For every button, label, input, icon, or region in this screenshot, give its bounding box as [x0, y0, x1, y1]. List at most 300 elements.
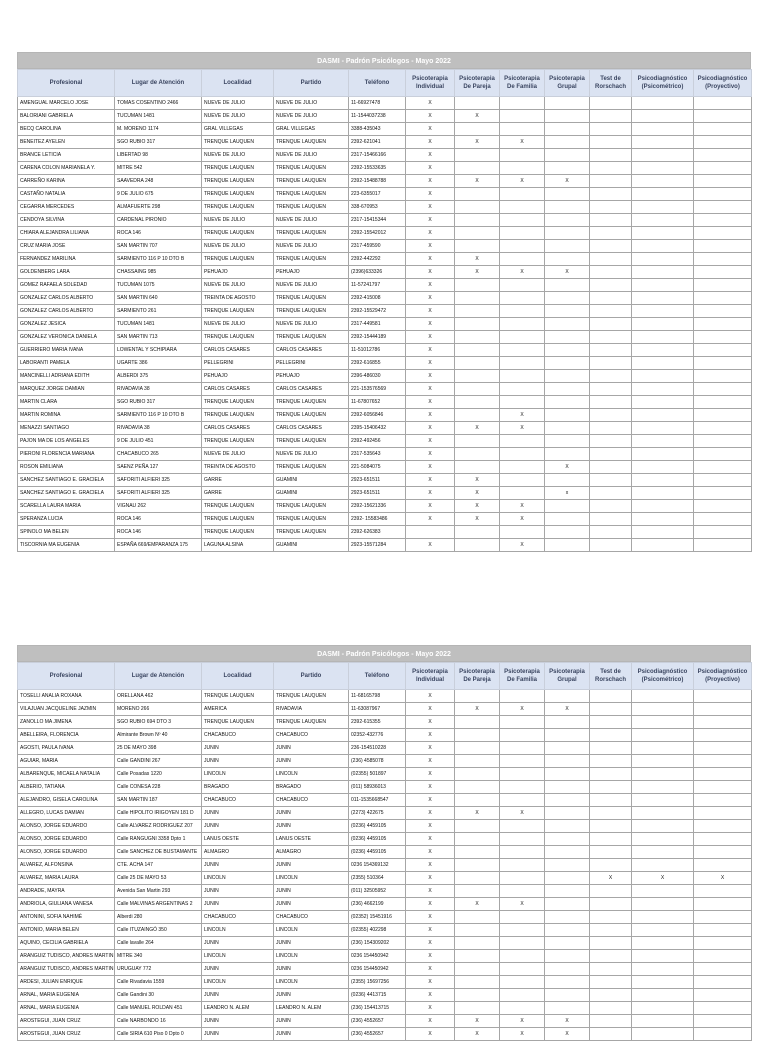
service-mark-cell: X — [455, 110, 500, 123]
column-header-profesional: Profesional — [18, 663, 115, 690]
service-mark-cell: X — [406, 188, 455, 201]
service-mark-cell — [545, 162, 590, 175]
service-mark-cell — [590, 807, 632, 820]
service-mark-cell — [694, 357, 752, 370]
cell-telefono: (236) 4585078 — [349, 755, 406, 768]
service-mark-cell: X — [455, 500, 500, 513]
service-mark-cell: X — [406, 500, 455, 513]
service-mark-cell — [590, 781, 632, 794]
cell-partido: TRENQUE LAUQUEN — [274, 188, 349, 201]
service-mark-cell — [545, 370, 590, 383]
service-mark-cell — [455, 742, 500, 755]
cell-partido: BRAGADO — [274, 781, 349, 794]
service-mark-cell — [590, 976, 632, 989]
service-mark-cell — [632, 136, 694, 149]
service-mark-cell — [455, 729, 500, 742]
service-mark-cell — [455, 123, 500, 136]
cell-telefono: 223-6355017 — [349, 188, 406, 201]
service-mark-cell: X — [632, 872, 694, 885]
service-mark-cell — [590, 690, 632, 703]
cell-lugar-de-atencion: SAN MARTIN 707 — [115, 240, 202, 253]
cell-profesional: ANDRIOLA, GIULIANA VANESA — [18, 898, 115, 911]
service-mark-cell — [632, 188, 694, 201]
service-mark-cell — [500, 768, 545, 781]
cell-profesional: SANCHEZ SANTIAGO E. GRACIELA — [18, 487, 115, 500]
service-mark-cell — [545, 318, 590, 331]
service-mark-cell — [590, 435, 632, 448]
service-mark-cell — [500, 201, 545, 214]
cell-telefono: 2923-15571284 — [349, 539, 406, 552]
cell-profesional: ALBERIO, TATIANA — [18, 781, 115, 794]
service-mark-cell: X — [455, 513, 500, 526]
cell-localidad: TRENQUE LAUQUEN — [202, 188, 274, 201]
service-mark-cell — [455, 357, 500, 370]
cell-partido: LANUS OESTE — [274, 833, 349, 846]
service-mark-cell — [694, 487, 752, 500]
cell-localidad: JUNIN — [202, 742, 274, 755]
service-mark-cell — [694, 989, 752, 1002]
cell-localidad: TREINTA DE AGOSTO — [202, 461, 274, 474]
service-mark-cell — [632, 162, 694, 175]
service-mark-cell — [694, 136, 752, 149]
cell-telefono: (2396)633326 — [349, 266, 406, 279]
cell-profesional: GONZALEZ JESICA — [18, 318, 115, 331]
service-mark-cell — [590, 292, 632, 305]
service-mark-cell — [632, 781, 694, 794]
service-mark-cell — [590, 513, 632, 526]
service-mark-cell: X — [500, 136, 545, 149]
cell-lugar-de-atencion: SAN MARTIN 713 — [115, 331, 202, 344]
service-mark-cell: X — [406, 97, 455, 110]
service-mark-cell — [590, 989, 632, 1002]
service-mark-cell — [694, 898, 752, 911]
cell-localidad: AMERICA — [202, 703, 274, 716]
service-mark-cell — [455, 859, 500, 872]
cell-localidad: CARLOS CASARES — [202, 344, 274, 357]
cell-telefono: 11-66927478 — [349, 97, 406, 110]
service-mark-cell — [545, 807, 590, 820]
service-mark-cell — [632, 963, 694, 976]
cell-partido: LINCOLN — [274, 924, 349, 937]
cell-profesional: GONZALEZ CARLOS ALBERTO — [18, 292, 115, 305]
column-header-psicoterapia-de-pareja: Psicoterapia De Pareja — [455, 70, 500, 97]
cell-partido: NUEVE DE JULIO — [274, 279, 349, 292]
service-mark-cell: X — [455, 266, 500, 279]
service-mark-cell — [590, 846, 632, 859]
cell-telefono: 2317-15466166 — [349, 149, 406, 162]
service-mark-cell: X — [406, 123, 455, 136]
cell-localidad: JUNIN — [202, 807, 274, 820]
service-mark-cell — [632, 97, 694, 110]
cell-localidad: CHACABUCO — [202, 794, 274, 807]
service-mark-cell: X — [406, 807, 455, 820]
cell-telefono: 11-51012786 — [349, 344, 406, 357]
service-mark-cell — [694, 807, 752, 820]
service-mark-cell: X — [406, 513, 455, 526]
service-mark-cell — [632, 911, 694, 924]
service-mark-cell — [694, 833, 752, 846]
cell-lugar-de-atencion: Calle CONESA 228 — [115, 781, 202, 794]
table-row — [18, 716, 752, 729]
service-mark-cell: X — [406, 487, 455, 500]
service-mark-cell — [500, 435, 545, 448]
cell-profesional: MARTIN ROMINA — [18, 409, 115, 422]
service-mark-cell: X — [545, 1015, 590, 1028]
cell-lugar-de-atencion: SARMIENTO 116 P 10 DTO B — [115, 409, 202, 422]
table-row — [18, 123, 752, 136]
cell-partido: JUNIN — [274, 1015, 349, 1028]
cell-partido: PEHUAJO — [274, 370, 349, 383]
service-mark-cell — [694, 846, 752, 859]
service-mark-cell: X — [406, 911, 455, 924]
cell-lugar-de-atencion: SAAVEDRA 248 — [115, 175, 202, 188]
column-header-telefono: Teléfono — [349, 70, 406, 97]
cell-profesional: ARNAL, MARIA EUGENIA — [18, 989, 115, 1002]
service-mark-cell — [694, 755, 752, 768]
column-header-psicoterapia-de-pareja: Psicoterapia De Pareja — [455, 663, 500, 690]
cell-lugar-de-atencion: ORELLANA 462 — [115, 690, 202, 703]
service-mark-cell — [590, 357, 632, 370]
service-mark-cell: X — [500, 539, 545, 552]
cell-lugar-de-atencion: SGO RUBIO 317 — [115, 396, 202, 409]
cell-telefono: (236) 4552657 — [349, 1015, 406, 1028]
service-mark-cell — [545, 911, 590, 924]
service-mark-cell — [455, 201, 500, 214]
column-header-psicoterapia-individual: Psicoterapia Individual — [406, 70, 455, 97]
cell-telefono: (0236) 4413715 — [349, 989, 406, 1002]
cell-profesional: AGUIAR, MARIA — [18, 755, 115, 768]
service-mark-cell — [455, 768, 500, 781]
service-mark-cell — [500, 1002, 545, 1015]
service-mark-cell — [455, 794, 500, 807]
cell-profesional: SPERANZA LUCIA — [18, 513, 115, 526]
service-mark-cell — [500, 950, 545, 963]
table-row — [18, 357, 752, 370]
table-row — [18, 474, 752, 487]
cell-localidad: TRENQUE LAUQUEN — [202, 162, 274, 175]
service-mark-cell — [455, 97, 500, 110]
service-mark-cell — [455, 989, 500, 1002]
cell-lugar-de-atencion: MITRE 340 — [115, 950, 202, 963]
cell-profesional: BENEITEZ AYELEN — [18, 136, 115, 149]
service-mark-cell — [632, 292, 694, 305]
service-mark-cell — [545, 885, 590, 898]
service-mark-cell — [500, 240, 545, 253]
service-mark-cell — [694, 539, 752, 552]
cell-localidad: GRAL VILLEGAS — [202, 123, 274, 136]
service-mark-cell — [632, 820, 694, 833]
column-header-psicoterapia-individual: Psicoterapia Individual — [406, 663, 455, 690]
cell-partido: TRENQUE LAUQUEN — [274, 175, 349, 188]
cell-telefono: (0236) 4459105 — [349, 846, 406, 859]
service-mark-cell — [632, 742, 694, 755]
cell-telefono: 2392-615355 — [349, 716, 406, 729]
service-mark-cell — [590, 703, 632, 716]
service-mark-cell — [500, 253, 545, 266]
service-mark-cell: X — [406, 794, 455, 807]
service-mark-cell: X — [406, 175, 455, 188]
cell-partido: NUEVE DE JULIO — [274, 97, 349, 110]
cell-partido: CHACABUCO — [274, 794, 349, 807]
cell-telefono: (2355) 15697256 — [349, 976, 406, 989]
service-mark-cell — [455, 872, 500, 885]
service-mark-cell — [545, 872, 590, 885]
table-row — [18, 266, 752, 279]
service-mark-cell — [500, 989, 545, 1002]
cell-lugar-de-atencion: Calle Posadas 1220 — [115, 768, 202, 781]
service-mark-cell — [545, 755, 590, 768]
cell-telefono: (011) 32505952 — [349, 885, 406, 898]
table-row — [18, 331, 752, 344]
cell-telefono: 2392-15444189 — [349, 331, 406, 344]
service-mark-cell — [590, 136, 632, 149]
service-mark-cell — [455, 214, 500, 227]
cell-telefono: 2392-621041 — [349, 136, 406, 149]
column-header-telefono: Teléfono — [349, 663, 406, 690]
service-mark-cell — [545, 729, 590, 742]
service-mark-cell: X — [406, 989, 455, 1002]
cell-lugar-de-atencion: M. MORENO 1174 — [115, 123, 202, 136]
cell-profesional: CHIARA ALEJANDRA LILIANA — [18, 227, 115, 240]
cell-lugar-de-atencion: Calle SANCHEZ DE BUSTAMANTE — [115, 846, 202, 859]
cell-localidad: PELLEGRINI — [202, 357, 274, 370]
service-mark-cell — [455, 279, 500, 292]
service-mark-cell — [590, 755, 632, 768]
cell-lugar-de-atencion: Calle ITUZAINGÓ 350 — [115, 924, 202, 937]
service-mark-cell — [545, 279, 590, 292]
service-mark-cell — [500, 279, 545, 292]
cell-partido: JUNIN — [274, 755, 349, 768]
table-row — [18, 768, 752, 781]
service-mark-cell — [500, 487, 545, 500]
cell-telefono: 221-153576569 — [349, 383, 406, 396]
service-mark-cell — [545, 937, 590, 950]
service-mark-cell — [694, 768, 752, 781]
cell-telefono: 2392-15621336 — [349, 500, 406, 513]
cell-telefono: 221-5084075 — [349, 461, 406, 474]
service-mark-cell — [590, 742, 632, 755]
cell-localidad: JUNIN — [202, 1028, 274, 1041]
padron-table-page-1 — [17, 52, 751, 552]
service-mark-cell — [632, 1028, 694, 1041]
cell-telefono: 0236 154450942 — [349, 963, 406, 976]
cell-telefono: 2317-459590 — [349, 240, 406, 253]
table-row — [18, 963, 752, 976]
cell-telefono: 2392-15488788 — [349, 175, 406, 188]
service-mark-cell — [500, 110, 545, 123]
cell-profesional: BRANCE LETICIA — [18, 149, 115, 162]
cell-telefono: 2923-651511 — [349, 474, 406, 487]
cell-lugar-de-atencion: SAN MARTIN 187 — [115, 794, 202, 807]
cell-lugar-de-atencion: Alberdi 280 — [115, 911, 202, 924]
cell-telefono: 2392-626383 — [349, 526, 406, 539]
table-row — [18, 149, 752, 162]
cell-lugar-de-atencion: ROCA 146 — [115, 227, 202, 240]
column-header-psicodiagnostico-psicometrico: Psicodiagnóstico (Psicométrico) — [632, 663, 694, 690]
cell-telefono: 0236 154450942 — [349, 950, 406, 963]
service-mark-cell — [590, 110, 632, 123]
cell-localidad: GARRE — [202, 487, 274, 500]
service-mark-cell — [545, 950, 590, 963]
service-mark-cell — [694, 703, 752, 716]
cell-partido: LINCOLN — [274, 872, 349, 885]
cell-profesional: ROSON EMILIANA — [18, 461, 115, 474]
cell-partido: TRENQUE LAUQUEN — [274, 136, 349, 149]
cell-lugar-de-atencion: MORENO 266 — [115, 703, 202, 716]
cell-profesional: CENDOYA SILVINA — [18, 214, 115, 227]
service-mark-cell — [632, 794, 694, 807]
service-mark-cell — [632, 422, 694, 435]
cell-telefono: (02352) 15451916 — [349, 911, 406, 924]
cell-localidad: PEHUAJO — [202, 266, 274, 279]
cell-localidad: NUEVE DE JULIO — [202, 97, 274, 110]
table-row — [18, 976, 752, 989]
table-row — [18, 859, 752, 872]
cell-profesional: CARREÑO KARINA — [18, 175, 115, 188]
service-mark-cell — [455, 305, 500, 318]
cell-localidad: LANUS OESTE — [202, 833, 274, 846]
cell-localidad: JUNIN — [202, 898, 274, 911]
cell-profesional: ANTONINI, SOFIA NAHIMÉ — [18, 911, 115, 924]
cell-lugar-de-atencion: UGARTE 386 — [115, 357, 202, 370]
column-header-psicoterapia-grupal: Psicoterapia Grupal — [545, 663, 590, 690]
service-mark-cell — [694, 318, 752, 331]
cell-telefono: 3388-435043 — [349, 123, 406, 136]
cell-lugar-de-atencion: ROCA 146 — [115, 513, 202, 526]
cell-partido: NUEVE DE JULIO — [274, 110, 349, 123]
cell-localidad: TRENQUE LAUQUEN — [202, 690, 274, 703]
cell-partido: GRAL VILLEGAS — [274, 123, 349, 136]
service-mark-cell — [694, 253, 752, 266]
service-mark-cell — [632, 383, 694, 396]
service-mark-cell — [500, 833, 545, 846]
column-header-localidad: Localidad — [202, 70, 274, 97]
cell-lugar-de-atencion: ALBERDI 375 — [115, 370, 202, 383]
service-mark-cell — [694, 781, 752, 794]
service-mark-cell — [455, 318, 500, 331]
cell-lugar-de-atencion: TOMAS COSENTINO 2466 — [115, 97, 202, 110]
cell-profesional: ALBARENQUE, MICAELA NATALIA — [18, 768, 115, 781]
cell-localidad: BRAGADO — [202, 781, 274, 794]
cell-profesional: BECQ CAROLINA — [18, 123, 115, 136]
cell-profesional: ALONSO, JORGE EDUARDO — [18, 820, 115, 833]
service-mark-cell: X — [500, 513, 545, 526]
cell-partido: LINCOLN — [274, 976, 349, 989]
cell-localidad: TRENQUE LAUQUEN — [202, 513, 274, 526]
service-mark-cell: X — [500, 175, 545, 188]
cell-profesional: ARNAL, MARIA EUGENIA — [18, 1002, 115, 1015]
cell-localidad: TRENQUE LAUQUEN — [202, 305, 274, 318]
cell-profesional: ZANOLLO MA JIMENA — [18, 716, 115, 729]
table-row — [18, 1015, 752, 1028]
table-row — [18, 898, 752, 911]
service-mark-cell — [455, 162, 500, 175]
cell-partido: TRENQUE LAUQUEN — [274, 513, 349, 526]
column-header-partido: Partido — [274, 663, 349, 690]
service-mark-cell — [500, 911, 545, 924]
service-mark-cell — [406, 526, 455, 539]
column-header-localidad: Localidad — [202, 663, 274, 690]
cell-profesional: AROSTEGUI, JUAN CRUZ — [18, 1015, 115, 1028]
cell-lugar-de-atencion: SAN MARTIN 640 — [115, 292, 202, 305]
service-mark-cell — [632, 201, 694, 214]
cell-partido: TRENQUE LAUQUEN — [274, 500, 349, 513]
service-mark-cell: X — [455, 807, 500, 820]
service-mark-cell — [632, 305, 694, 318]
cell-partido: CARLOS CASARES — [274, 383, 349, 396]
service-mark-cell: X — [455, 474, 500, 487]
cell-partido: TRENQUE LAUQUEN — [274, 162, 349, 175]
service-mark-cell: X — [406, 872, 455, 885]
service-mark-cell — [632, 526, 694, 539]
cell-lugar-de-atencion: Calle GANDINI 267 — [115, 755, 202, 768]
service-mark-cell: X — [406, 292, 455, 305]
cell-lugar-de-atencion: RIVADAVIA 38 — [115, 422, 202, 435]
cell-profesional: MARTIN CLARA — [18, 396, 115, 409]
service-mark-cell: X — [406, 474, 455, 487]
table-title: DASMI - Padrón Psicólogos - Mayo 2022 — [17, 52, 751, 69]
service-mark-cell — [632, 976, 694, 989]
service-mark-cell — [632, 110, 694, 123]
service-mark-cell — [545, 409, 590, 422]
table-row — [18, 110, 752, 123]
service-mark-cell — [694, 110, 752, 123]
service-mark-cell — [694, 820, 752, 833]
service-mark-cell — [632, 214, 694, 227]
cell-partido: JUNIN — [274, 820, 349, 833]
service-mark-cell — [590, 227, 632, 240]
service-mark-cell: X — [500, 807, 545, 820]
service-mark-cell — [632, 807, 694, 820]
service-mark-cell — [590, 266, 632, 279]
service-mark-cell: X — [406, 833, 455, 846]
service-mark-cell: X — [406, 279, 455, 292]
service-mark-cell: X — [406, 1015, 455, 1028]
cell-lugar-de-atencion: Calle ALVAREZ RODRIGUEZ 207 — [115, 820, 202, 833]
cell-profesional: CARENA COLON MARIANELA Y. — [18, 162, 115, 175]
cell-localidad: TRENQUE LAUQUEN — [202, 526, 274, 539]
service-mark-cell: X — [500, 1015, 545, 1028]
service-mark-cell: X — [406, 950, 455, 963]
service-mark-cell: X — [455, 898, 500, 911]
cell-telefono: (02355) 402298 — [349, 924, 406, 937]
service-mark-cell — [590, 911, 632, 924]
cell-profesional: GOLDENBERG LARA — [18, 266, 115, 279]
cell-localidad: JUNIN — [202, 963, 274, 976]
cell-localidad: NUEVE DE JULIO — [202, 149, 274, 162]
cell-lugar-de-atencion: TUCUMAN 1481 — [115, 110, 202, 123]
service-mark-cell — [455, 188, 500, 201]
service-mark-cell: X — [406, 396, 455, 409]
service-mark-cell: X — [406, 690, 455, 703]
cell-partido: JUNIN — [274, 898, 349, 911]
table-row — [18, 344, 752, 357]
service-mark-cell — [694, 513, 752, 526]
service-mark-cell: X — [406, 1002, 455, 1015]
service-mark-cell: X — [590, 872, 632, 885]
service-mark-cell: X — [545, 175, 590, 188]
cell-partido: TRENQUE LAUQUEN — [274, 227, 349, 240]
service-mark-cell — [500, 123, 545, 136]
cell-localidad: CHACABUCO — [202, 729, 274, 742]
service-mark-cell — [694, 396, 752, 409]
service-mark-cell — [632, 924, 694, 937]
service-mark-cell — [590, 768, 632, 781]
cell-partido: GUAMINI — [274, 474, 349, 487]
service-mark-cell — [632, 690, 694, 703]
cell-partido: LEANDRO N. ALEM — [274, 1002, 349, 1015]
cell-localidad: JUNIN — [202, 1015, 274, 1028]
